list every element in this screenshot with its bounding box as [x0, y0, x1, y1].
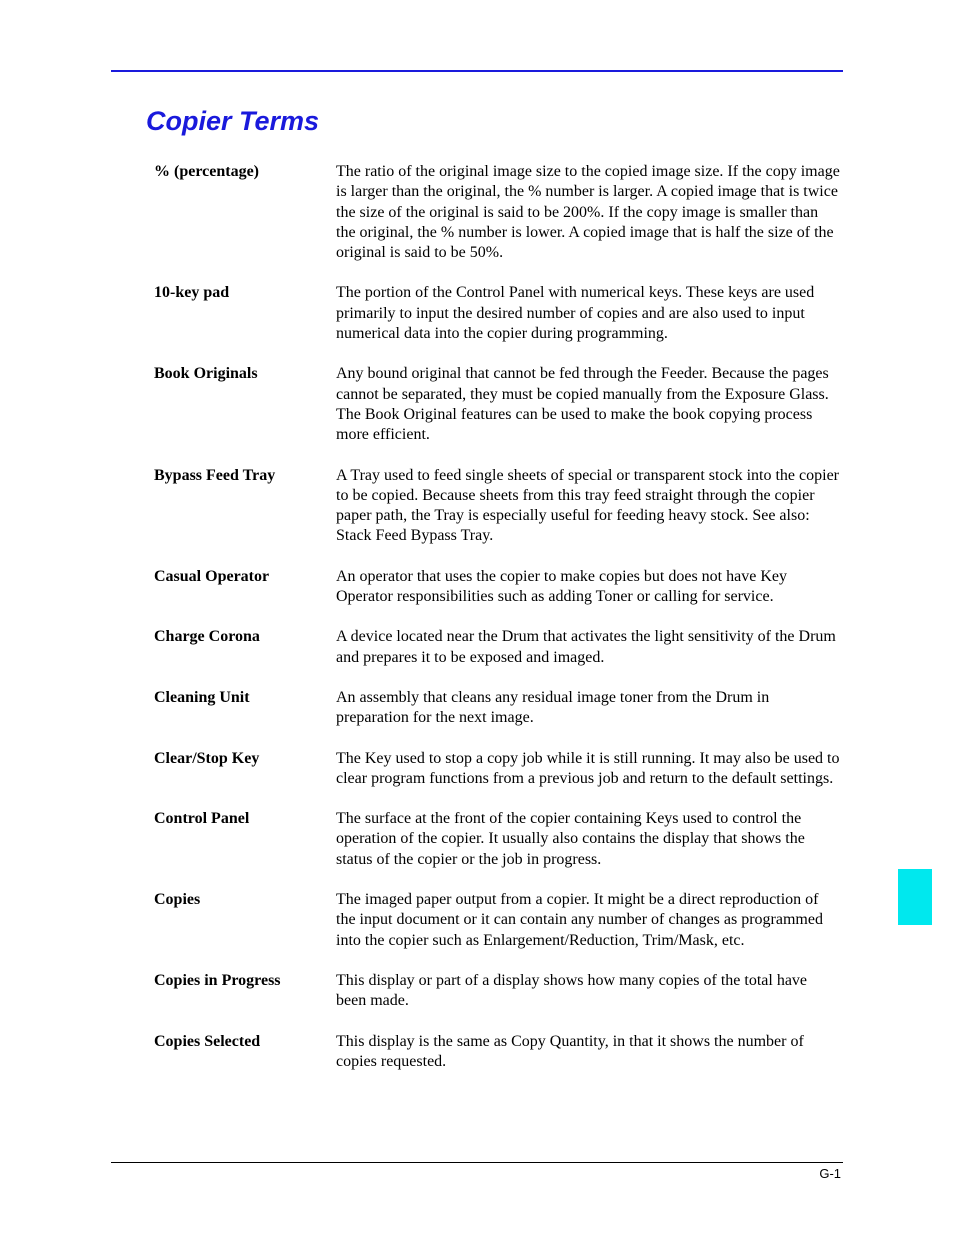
- glossary-entry: [154, 567, 844, 608]
- glossary-entry: [154, 890, 844, 951]
- section-tab-marker: [898, 869, 932, 925]
- glossary-definition: The imaged paper output from a copier. It might be a direct reproduction of the input document or it can contain any number of changes as programmed into the copier such as Enlargement/Reduction, Trim/Mask, etc.: [336, 891, 823, 949]
- glossary-entry: [154, 1032, 844, 1073]
- glossary-list: [154, 162, 844, 1072]
- glossary-definition: The Key used to stop a copy job while it is still running. It may also be used to clear program functions from a previous job and return to the default settings.: [336, 749, 840, 787]
- glossary-definition: The ratio of the original image size to the copied image size. If the copy image is larger than the original, the % number is larger. A copied image that is twice the size of the original is said to be 200%. If the copy image is smaller than the original, the % number is lower. A copied image that is half the size of the original is said to be 50%.: [336, 163, 840, 262]
- glossary-term: Charge Corona: [154, 628, 260, 646]
- footer-rule: [111, 1162, 843, 1163]
- glossary-definition: An operator that uses the copier to make copies but does not have Key Operator responsibilities such as adding Toner or calling for service.: [336, 567, 787, 606]
- glossary-entry: [154, 627, 844, 668]
- page-title: Copier Terms: [146, 106, 320, 136]
- glossary-entry: [154, 971, 844, 1012]
- glossary-definition: Any bound original that cannot be fed through the Feeder. Because the pages cannot be separated, they must be copied manually from the Exposure Glass. The Book Original features can be used to make the book copying process more efficient.: [336, 365, 829, 444]
- glossary-definition: This display or part of a display shows how many copies of the total have been made.: [336, 971, 808, 1010]
- page-number: G-1: [819, 1166, 841, 1181]
- glossary-definition: An assembly that cleans any residual image toner from the Drum in preparation for the next image.: [336, 688, 770, 727]
- glossary-term: % (percentage): [154, 163, 259, 180]
- glossary-entry: [154, 749, 844, 790]
- glossary-definition: The portion of the Control Panel with numerical keys. These keys are used primarily to input the desired number of copies and are also used to input numerical data into the copier during programming.: [336, 284, 815, 343]
- header-rule: [111, 70, 843, 72]
- glossary-entry: [154, 688, 844, 729]
- glossary-entry: [154, 283, 844, 344]
- glossary-term: 10-key pad: [154, 284, 230, 302]
- glossary-entry: [154, 466, 844, 547]
- glossary-term: Cleaning Unit: [154, 688, 250, 706]
- glossary-definition: The surface at the front of the copier containing Keys used to control the operation of the copier. It usually also contains the display that shows the status of the copier or the job in progress.: [336, 810, 805, 868]
- glossary-term: Copies: [154, 891, 201, 909]
- glossary-entry: [154, 364, 844, 445]
- glossary-term: Clear/Stop Key: [154, 749, 260, 767]
- glossary-term: Copies in Progress: [154, 971, 281, 989]
- glossary-definition: A device located near the Drum that activates the light sensitivity of the Drum and prepares it to be exposed and imaged.: [336, 628, 836, 666]
- glossary-entry: [154, 809, 844, 870]
- glossary-term: Copies Selected: [154, 1032, 261, 1050]
- glossary-term: Bypass Feed Tray: [154, 466, 276, 484]
- glossary-definition: A Tray used to feed single sheets of special or transparent stock into the copier to be copied. Because sheets from this tray feed straight through the copier paper path, the Tray is especially useful for feeding heavy stock. See also: Stack Feed Bypass Tray.: [336, 466, 839, 545]
- glossary-entry: [154, 162, 844, 263]
- glossary-term: Book Originals: [154, 365, 258, 383]
- glossary-term: Control Panel: [154, 810, 250, 828]
- glossary-definition: This display is the same as Copy Quantity, in that it shows the number of copies requested.: [336, 1032, 804, 1070]
- glossary-term: Casual Operator: [154, 567, 270, 585]
